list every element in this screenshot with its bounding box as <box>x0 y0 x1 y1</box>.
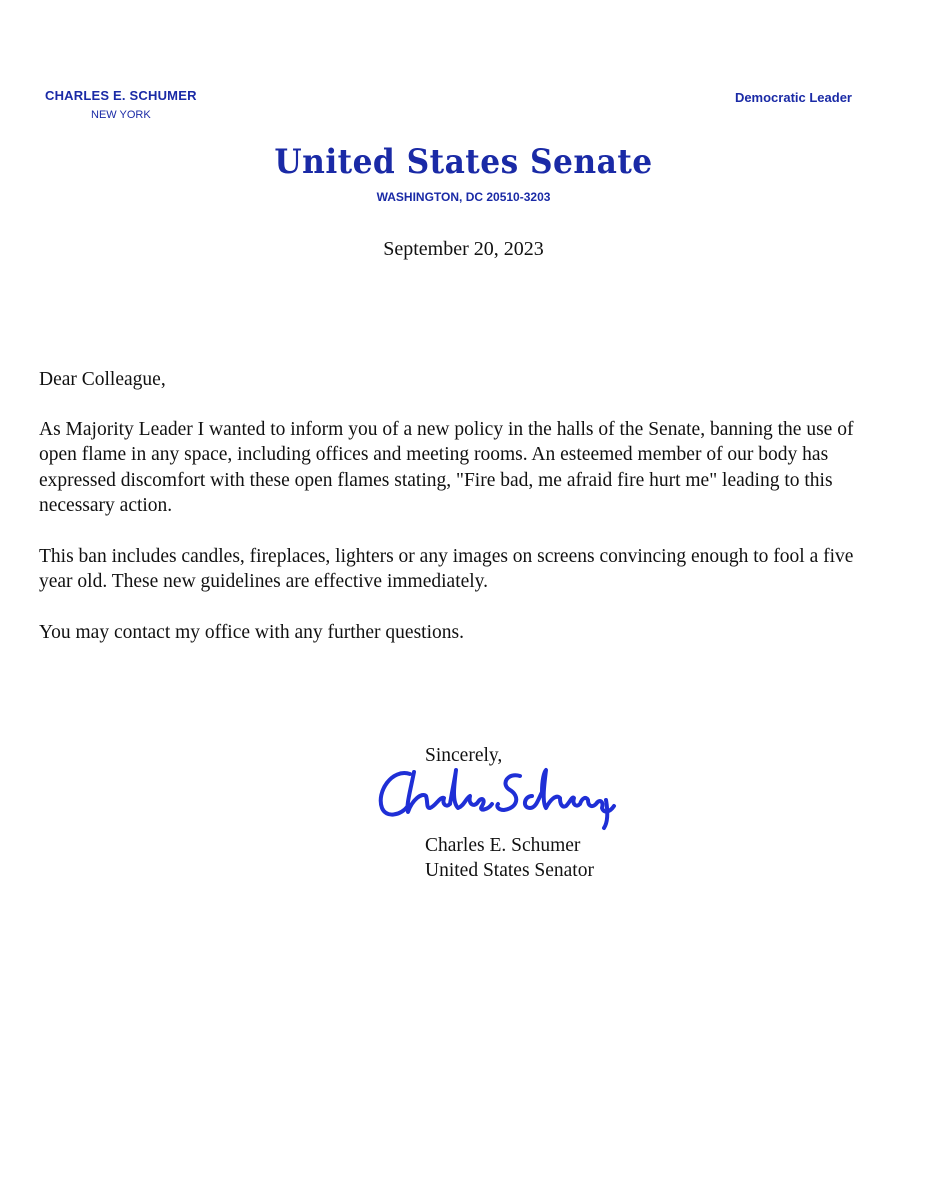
signer-title: United States Senator <box>425 860 594 881</box>
senator-name: CHARLES E. SCHUMER <box>45 88 197 103</box>
signer-name: Charles E. Schumer <box>425 835 581 856</box>
body-paragraph: As Majority Leader I wanted to inform you of a new policy in the halls of the Senate, banning the use of open flame in any space, including offices and meeting rooms. An esteemed member of our body has expressed discomfort with these open flames stating, "Fire bad, me afraid fire hurt me" leading to this necessary action. <box>39 418 854 516</box>
senate-address: WASHINGTON, DC 20510-3203 <box>376 190 551 204</box>
signature-image <box>370 762 620 834</box>
letterhead-left <box>45 88 205 121</box>
body-paragraph: This ban includes candles, fireplaces, lighters or any images on screens convincing enough to fool a five year old. These new guidelines are effective immediately. <box>39 545 854 592</box>
letter-body <box>39 367 889 670</box>
senate-title: United States Senate <box>274 142 653 182</box>
senator-role: Democratic Leader <box>734 90 852 105</box>
letter-date: September 20, 2023 <box>383 238 544 260</box>
signer-block <box>425 833 685 883</box>
closing: Sincerely, <box>425 745 503 766</box>
salutation: Dear Colleague, <box>39 369 166 390</box>
senator-state: NEW YORK <box>91 109 151 121</box>
body-paragraph: You may contact my office with any further questions. <box>39 621 464 643</box>
